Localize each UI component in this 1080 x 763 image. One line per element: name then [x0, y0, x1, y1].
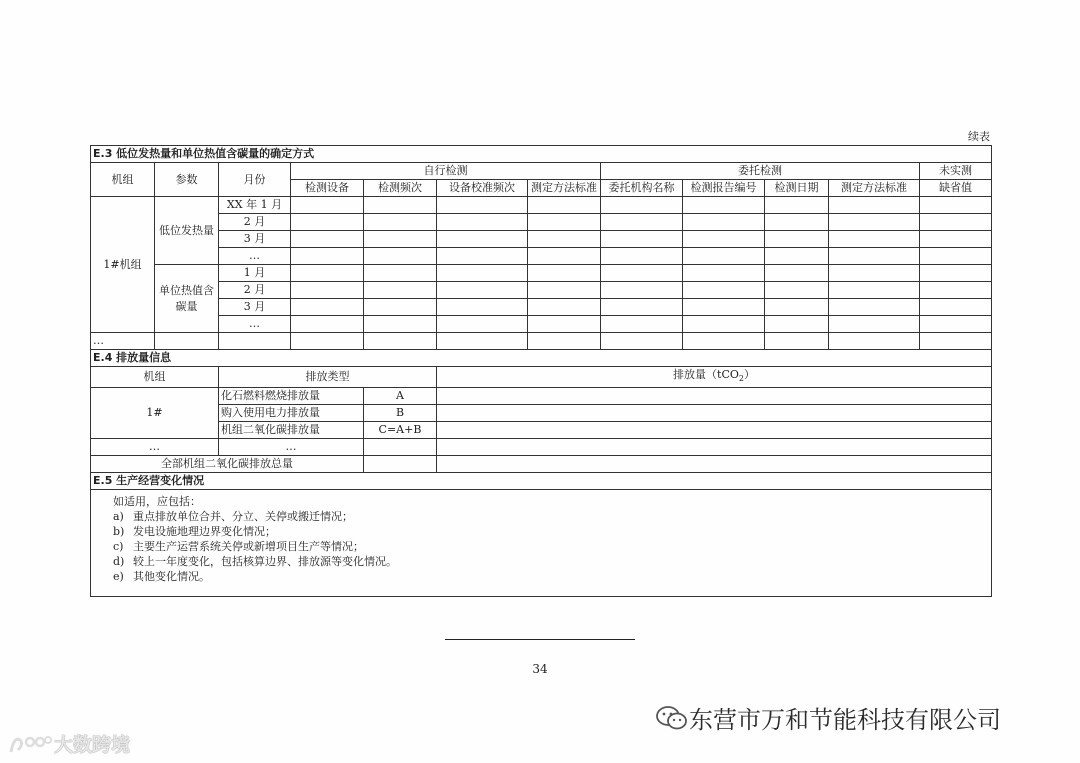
section-e3-title: E.3 低位发热量和单位热值含碳量的确定方式: [91, 146, 992, 163]
subheader: 检测报告编号: [683, 180, 765, 197]
emission-type: 机组二氧化碳排放量: [219, 422, 364, 439]
month-cell: 3 月: [219, 231, 291, 248]
brand-watermark: [8, 730, 130, 757]
list-item: e) 其他变化情况。: [113, 570, 210, 584]
param-cell: 低位发热量: [155, 197, 219, 265]
more-rows: …: [91, 439, 219, 456]
e5-content: [91, 490, 992, 597]
subheader: 检测频次: [364, 180, 437, 197]
month-cell: 3 月: [219, 299, 291, 316]
subheader: 测定方法标准: [528, 180, 601, 197]
month-cell: XX 年 1 月: [219, 197, 291, 214]
emission-code: C=A+B: [364, 422, 437, 439]
subheader: 设备校准频次: [437, 180, 528, 197]
continued-label: 续表: [968, 130, 990, 143]
company-name: 东营市万和节能科技有限公司: [689, 706, 1001, 734]
header-entrusted-test: 委托检测: [601, 163, 920, 180]
total-label: 全部机组二氧化碳排放总量: [91, 456, 364, 473]
unit-cell: 1#机组: [91, 197, 155, 333]
report-table: [90, 145, 992, 597]
list-item: b) 发电设施地理边界变化情况；: [113, 525, 276, 539]
month-cell: 1 月: [219, 265, 291, 282]
section-e5-title: E.5 生产经营变化情况: [91, 473, 992, 490]
month-cell: …: [219, 316, 291, 333]
emission-type: 化石燃料燃烧排放量: [219, 388, 364, 405]
emission-type: 购入使用电力排放量: [219, 405, 364, 422]
emission-code: A: [364, 388, 437, 405]
list-item: d) 较上一年度变化，包括核算边界、排放源等变化情况。: [113, 555, 397, 569]
unit-cell: 1#: [91, 388, 219, 439]
e5-intro: 如适用，应包括：: [113, 495, 201, 509]
header-unit: 机组: [91, 163, 155, 197]
emission-code: B: [364, 405, 437, 422]
wechat-icon: [655, 704, 689, 732]
brand-name: 大数跨境: [54, 734, 131, 756]
month-cell: 2 月: [219, 282, 291, 299]
more-rows: …: [219, 439, 364, 456]
header-param: 参数: [155, 163, 219, 197]
subheader: 检测日期: [765, 180, 829, 197]
section-e4-title: E.4 排放量信息: [91, 350, 992, 367]
page-number: 34: [532, 662, 548, 676]
header-self-test: 自行检测: [291, 163, 601, 180]
subheader: 检测设备: [291, 180, 364, 197]
logo-icon: [8, 732, 54, 756]
subheader: 测定方法标准: [829, 180, 920, 197]
company-watermark: [655, 700, 1001, 735]
param-cell: 单位热值含碳量: [155, 265, 219, 333]
month-cell: 2 月: [219, 214, 291, 231]
header-not-measured: 未实测: [920, 163, 992, 180]
header-unit: 机组: [91, 367, 219, 388]
header-month: 月份: [219, 163, 291, 197]
footnote-rule: [445, 639, 635, 640]
list-item: c) 主要生产运营系统关停或新增项目生产等情况；: [113, 540, 364, 554]
month-cell: …: [219, 248, 291, 265]
more-rows: …: [91, 333, 155, 350]
header-emission-type: 排放类型: [219, 367, 437, 388]
header-emission-amount: 排放量（tCO$_2$）: [437, 367, 992, 388]
list-item: a) 重点排放单位合并、分立、关停或搬迁情况；: [113, 510, 353, 524]
subheader: 委托机构名称: [601, 180, 683, 197]
subheader: 缺省值: [920, 180, 992, 197]
